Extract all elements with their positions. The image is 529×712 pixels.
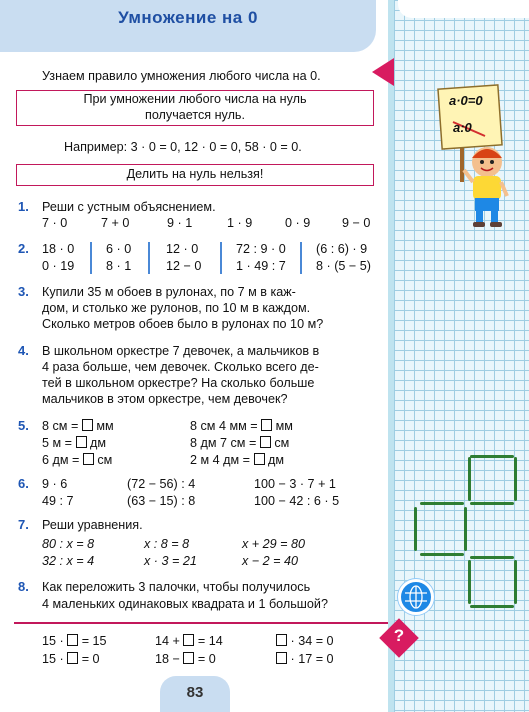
task-7-number: 7. <box>18 517 29 532</box>
sign-top-text: a·0=0 <box>449 93 483 108</box>
matchstick[interactable] <box>414 507 417 551</box>
task-3-number: 3. <box>18 284 29 299</box>
task-3-line: дом, и столько же рулонов, по 10 м в каждом. <box>42 301 311 315</box>
rule-line-2: получается нуль. <box>145 108 245 122</box>
matchstick[interactable] <box>470 502 514 505</box>
task-1-item: 9 · 1 <box>167 216 193 230</box>
answer-box[interactable] <box>183 652 194 664</box>
task-4-line: мальчиков в этом оркестре, чем девочек? <box>42 392 288 406</box>
intro-text: Узнаем правило умножения любого числа на 0. <box>42 69 321 83</box>
rule-line-1: При умножении любого числа на нуль <box>83 92 307 106</box>
task-5-expr: 8 см = мм <box>42 419 114 433</box>
task-5-expr: 2 м 4 дм = дм <box>190 453 285 467</box>
column-separator <box>300 242 302 274</box>
task-4-line: тей в школьном оркестре? На сколько больше <box>42 376 315 390</box>
matchstick[interactable] <box>420 553 464 556</box>
task-2-cell: 8 · (5 − 5) <box>316 259 371 273</box>
task-1-item: 7 + 0 <box>101 216 130 230</box>
matchstick[interactable] <box>514 560 517 604</box>
task-2-cell: 18 · 0 <box>42 242 75 256</box>
task-1-item: 9 − 0 <box>342 216 371 230</box>
equation: x + 29 = 80 <box>242 537 306 551</box>
matchstick[interactable] <box>420 502 464 505</box>
example-text: Например: 3 · 0 = 0, 12 · 0 = 0, 58 · 0 = 0. <box>64 140 302 154</box>
task-2-cell: 12 − 0 <box>166 259 202 273</box>
task-2-cell: 72 : 9 · 0 <box>236 242 286 256</box>
task-6-expr: 9 · 6 <box>42 477 68 491</box>
task-6-expr: (63 − 15) : 8 <box>127 494 196 508</box>
task-4-line: 4 раза больше, чем девочек. Сколько всего де- <box>42 360 319 374</box>
column-separator <box>148 242 150 274</box>
answer-box[interactable] <box>67 634 78 646</box>
bottom-expr: · 17 = 0 <box>276 651 334 667</box>
answer-box[interactable] <box>76 436 87 448</box>
matchstick[interactable] <box>464 507 467 551</box>
bottom-expr: 18 − = 0 <box>155 652 216 666</box>
answer-box[interactable] <box>276 652 287 664</box>
task-3-line: Сколько метров обоев было в рулонах по 10 м? <box>42 317 324 331</box>
task-8-line: Как переложить 3 палочки, чтобы получилось <box>42 580 311 594</box>
division-rule-box <box>16 164 374 186</box>
equation: x · 3 = 21 <box>144 554 197 568</box>
task-2-cell: 6 · 0 <box>106 242 132 256</box>
task-5-expr: 8 см 4 мм = мм <box>190 419 293 433</box>
task-2-cell: 1 · 49 : 7 <box>236 259 286 273</box>
task-1-item: 0 · 9 <box>285 216 311 230</box>
column-separator <box>220 242 222 274</box>
page-title: Умножение на 0 <box>118 8 258 27</box>
matchstick[interactable] <box>514 457 517 501</box>
task-1-text: Реши с устным объяснением. <box>42 200 216 214</box>
task-2-cell: 8 · 1 <box>106 259 132 273</box>
task-5-expr: 8 дм 7 см = см <box>190 436 290 450</box>
task-1-number: 1. <box>18 199 29 214</box>
answer-box[interactable] <box>82 419 93 431</box>
task-5-expr: 5 м = дм <box>42 436 107 450</box>
task-5-expr: 6 дм = см <box>42 453 113 467</box>
task-6-expr: 49 : 7 <box>42 494 74 508</box>
rule-box <box>16 90 374 126</box>
answer-box[interactable] <box>183 634 194 646</box>
task-4-number: 4. <box>18 343 29 358</box>
matchstick[interactable] <box>468 560 471 604</box>
task-1-item: 7 · 0 <box>42 216 68 230</box>
task-7-text: Реши уравнения. <box>42 518 143 532</box>
task-8-number: 8. <box>18 579 29 594</box>
task-6-number: 6. <box>18 476 29 491</box>
sign-bottom-text: a:0 <box>453 120 472 135</box>
grid-corner <box>398 0 529 18</box>
bottom-expr: 15 · = 0 <box>42 652 100 666</box>
answer-box[interactable] <box>261 419 272 431</box>
column-separator <box>90 242 92 274</box>
matchstick[interactable] <box>470 455 514 458</box>
task-2-cell: (6 : 6) · 9 <box>316 242 368 256</box>
task-2-number: 2. <box>18 241 29 256</box>
arrow-pointer-icon <box>372 58 394 86</box>
globe-icon[interactable] <box>398 579 434 615</box>
bottom-expr: 14 + = 14 <box>155 634 223 648</box>
answer-box[interactable] <box>67 652 78 664</box>
task-8-line: 4 маленьких одинаковых квадрата и 1 большой? <box>42 597 328 611</box>
task-6-expr: 100 − 3 · 7 + 1 <box>254 477 336 491</box>
task-4-line: В школьном оркестре 7 девочек, а мальчиков в <box>42 344 320 358</box>
matchstick[interactable] <box>470 605 514 608</box>
task-5-number: 5. <box>18 418 29 433</box>
answer-box[interactable] <box>276 634 287 646</box>
bottom-divider <box>14 622 388 624</box>
equation: x − 2 = 40 <box>242 554 299 568</box>
division-rule-text: Делить на нуль нельзя! <box>126 167 264 181</box>
task-3-line: Купили 35 м обоев в рулонах, по 7 м в каж- <box>42 285 296 299</box>
bottom-expr: · 34 = 0 <box>276 633 334 649</box>
textbook-page: Умножение на 0 Узнаем правило умножения любого числа на 0. При умножении любого числа на нуль получается нуль. Например: 3 · 0 = 0, 12 · 0 = 0, 58 · 0 = 0. Делить на нуль нельзя! a·0=0 a:0 1. Реши с устным объяснением. 7 · 0 7 + 0 9 · 1 1 · 9 0 · 9 9 − 0 2. 18 · 0 0 · 19 6 · 0 8 · 1 12 · 0 12 − 0 72 : 9 · 0 1 · 49 : 7 (6 : 6) · 9 8 · (5 − 5) 3. Купили 35 м обоев в рулонах, по 7 м в каж- дом, и столько же рулонов, по 10 м в каждом. Сколько метров обоев было в рулонах по 10 м? 4. В школьном оркестре 7 девочек, а мальчиков в 4 раза больше, чем девочек. Сколько всего де- тей в школьном оркестре? На сколько больше мальчиков в этом оркестре, чем девочек? 5. 8 см = мм 5 м = дм 6 дм = см 8 см 4 мм = мм 8 дм 7 см = см 2 м 4 дм = дм 6. 9 · 6 49 : 7 (72 − 56) : 4 (63 − 15) : 8 100 − 3 · 7 + 1 100 − 42 : 6 · 5 7. Реши уравнения. 80 : x = 8 32 : x = 4 x : 8 = 8 x · 3 = 21 x + 29 = 80 x − 2 = 40 8. Как переложить 3 палочки, чтобы получилось 4 маленьких одинаковых квадрата и 1 большой? ? 15 · = 15 15 · = 0 14 + = 14 18 − = 0 · 34 = 0 · 17 = 0 83 <box>0 0 529 712</box>
answer-box[interactable] <box>260 436 271 448</box>
bottom-expr: 15 · = 15 <box>42 634 107 648</box>
answer-box[interactable] <box>83 453 94 465</box>
matchstick[interactable] <box>470 556 514 559</box>
page-number: 83 <box>186 684 204 701</box>
task-2-cell: 0 · 19 <box>42 259 75 273</box>
matchstick[interactable] <box>468 457 471 501</box>
task-6-expr: (72 − 56) : 4 <box>127 477 196 491</box>
equation: x : 8 = 8 <box>144 537 190 551</box>
equation: 80 : x = 8 <box>42 537 95 551</box>
answer-box[interactable] <box>254 453 265 465</box>
equation: 32 : x = 4 <box>42 554 95 568</box>
task-2-cell: 12 · 0 <box>166 242 199 256</box>
task-1-item: 1 · 9 <box>227 216 253 230</box>
task-6-expr: 100 − 42 : 6 · 5 <box>254 494 340 508</box>
